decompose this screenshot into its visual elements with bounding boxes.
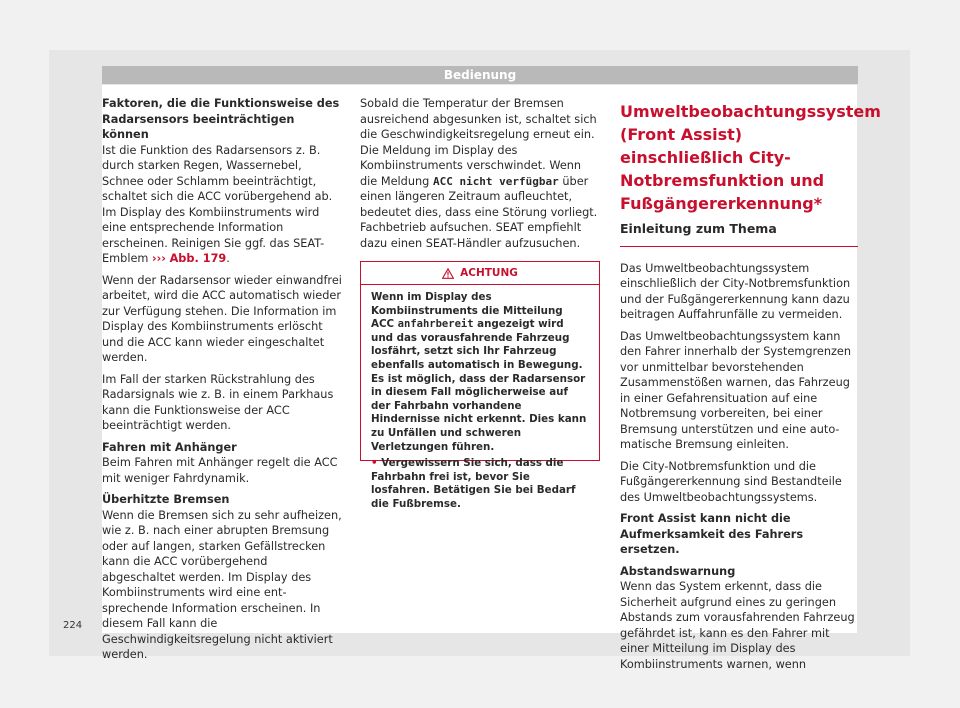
heading-trailer: Fahren mit Anhänger bbox=[102, 440, 237, 454]
paragraph-text: Sobald die Temperatur der Bremsen ausreichend abgesunken ist, schaltet sich die Geschwindigkeitsregelung erneut ein. Die Meldung im Display des Kombiinstruments verschwindet. Wenn die Meldung bbox=[360, 97, 597, 188]
warning-text bbox=[371, 291, 589, 454]
column-left bbox=[102, 96, 342, 669]
warning-list-item bbox=[371, 457, 589, 511]
heading-overheated-brakes: Überhitzte Bremsen bbox=[102, 493, 230, 506]
warning-box bbox=[360, 261, 600, 510]
reference-arrow-icon: ››› bbox=[152, 252, 166, 265]
paragraph-text: Ist die Funktion des Radarsensors z. B. durch starken Regen, Wassernebel, Schnee oder Schlamm beeinträchtigt, schaltet sich die ACC vorübergehend ab. Im Display des Kombiinstruments wird eine entsprechende Information erscheinen. Reinigen Sie ggf. das SEAT-Emblem bbox=[102, 143, 333, 265]
display-message-code: ACC nicht verfügbar bbox=[432, 174, 559, 188]
warning-body bbox=[361, 285, 599, 518]
section-title: Umweltbeobachtungssystem (Front Assist) einschließlich City-Notbremsfunktion und Fußgängererkennung* bbox=[620, 102, 881, 213]
paragraph-overheated-brakes: Wenn die Bremsen sich zu sehr aufheizen, wie z. B. nach einer abrupten Bremsung oder auf langen, starken Gefällstrecken kann die ACC vorübergehend abgeschaltet werden. Im Display des Kombiinstruments wird eine entsprechende Information erscheinen. In diesem Fall kann die Geschwindigkeitsregelung nicht aktiviert werden. bbox=[102, 508, 342, 661]
paragraph-text: über einen längeren Zeitraum aufleuchtet, bedeutet dies, dass eine Störung vorliegt. Fachbetrieb aufsuchen. SEAT empfiehlt dazu einen SEAT-Händler aufzusuchen. bbox=[360, 174, 598, 250]
paragraph-brake-cooldown bbox=[360, 96, 600, 251]
figure-reference-link[interactable]: Abb. 179 bbox=[169, 252, 227, 265]
heading-radar-factors: Faktoren, die die Funktionsweise des Radarsensors beeinträchtigen können bbox=[102, 97, 340, 141]
paragraph-intro: Das Umweltbeobachtungssystem einschließlich der City-Notbremsfunktion und der Fußgängererkennung kann dazu beitragen Auffahrunfälle zu vermeiden. bbox=[620, 261, 851, 321]
warning-text-part: angezeigt wird und das vorausfahrende Fahrzeug losfährt, setzt sich Ihr Fahrzeug ebenfalls automatisch in Bewegung. Es ist möglich, dass der Radarsensor in diesem Fall möglicherweise auf der Fahrbahn vorhandene Hindernisse nicht erkennt. Dies kann zu Unfällen und schweren Verletzungen führen. bbox=[371, 318, 587, 453]
display-message-code: anfahrbereit bbox=[397, 318, 474, 331]
paragraph-radar-impaired bbox=[102, 143, 342, 267]
paragraph-radar-restored: Wenn der Radarsensor wieder einwandfrei arbeitet, wird die ACC automatisch wieder zur Verfügung stehen. Die Information im Display des Kombiinstruments erlöscht und die ACC kann wieder eingeschaltet werden. bbox=[102, 273, 342, 364]
warning-title: ACHTUNG bbox=[460, 267, 518, 279]
warning-triangle-icon bbox=[442, 268, 454, 279]
warning-item-text: Vergewissern Sie sich, dass die Fahrbahn frei ist, bevor Sie losfahren. Betätigen Sie bei Bedarf die Fußbremse. bbox=[371, 457, 576, 510]
paragraph-trailer: Beim Fahren mit Anhänger regelt die ACC mit weniger Fahrdynamik. bbox=[102, 456, 338, 485]
paragraph-system: Das Umweltbeobachtungssystem kann den Fahrer innerhalb der Systemgrenzen vor unmittelbar bevorstehenden Zusammenstößen warnen, das Fahrzeug in einer Gefahrensituation auf eine Notbremsung vorbereiten, bei einer Bremsung unterstützen und eine automatische Bremsung einleiten. bbox=[620, 329, 852, 451]
paragraph-end: . bbox=[226, 252, 230, 265]
section-subtitle: Einleitung zum Thema bbox=[620, 221, 858, 247]
column-right bbox=[620, 100, 881, 678]
heading-distance-warning: Abstandswarnung bbox=[620, 564, 736, 578]
bullet-icon: • bbox=[371, 457, 378, 470]
section-header: Bedienung bbox=[102, 66, 858, 84]
warning-header bbox=[361, 262, 599, 285]
column-middle bbox=[360, 96, 600, 257]
paragraph-reflection: Im Fall der starken Rückstrahlung des Radarsignals wie z. B. in einem Parkhaus kann die Funktionsweise der ACC beeinträchtigt werden. bbox=[102, 372, 334, 432]
paragraph-components: Die City-Notbremsfunktion und die Fußgängererkennung sind Bestandteile des Umweltbeobachtungssystems. bbox=[620, 459, 842, 504]
page-number: 224 bbox=[63, 620, 83, 631]
warning-text-part: Wenn im Display des Kombiinstruments die Mitteilung ACC bbox=[371, 291, 563, 331]
paragraph-distance-warning: Wenn das System erkennt, dass die Sicherheit aufgrund eines zu geringen Abstands zum vorausfahrenden Fahrzeug gefährdet ist, kann es den Fahrer mit einer Mitteilung im Display des Kombiinstruments warnen, wenn bbox=[620, 580, 855, 671]
paragraph-attention: Front Assist kann nicht die Aufmerksamkeit des Fahrers ersetzen. bbox=[620, 512, 804, 556]
